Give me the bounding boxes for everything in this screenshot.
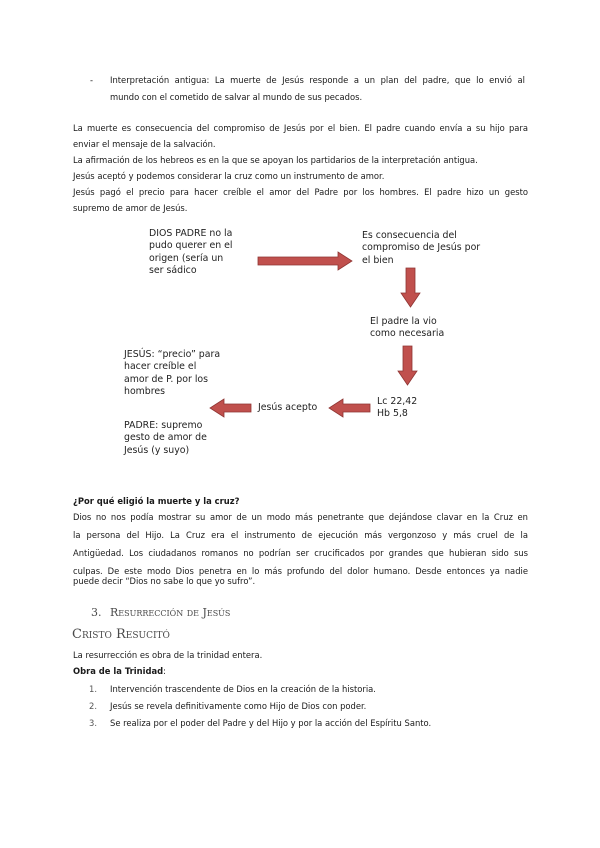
obra-heading (73, 662, 166, 680)
list-item-3: Se realiza por el poder del Padre y del Hijo y por la acción del Espíritu Santo. (110, 718, 432, 728)
list-item-1: Intervención trascendente de Dios en la creación de la historia. (110, 684, 376, 694)
diagram-padre-vio: El padre la vio como necesaria (370, 316, 445, 340)
diagram-jesus-precio: JESÚS: “precio” para hacer creíble el amor de P. por los hombres (124, 349, 221, 397)
question-line-2: la persona del Hijo. La Cruz era el instrumento de ejecución más vergonzoso y más cruel de la (73, 530, 528, 540)
question-line-4: culpas. De este modo Dios penetra en lo más profundo del dolor humano. Desde entonces ya nadie (73, 566, 528, 576)
question-last-line: puede decir “Dios no sabe lo que yo sufro”. (73, 576, 256, 586)
arrow-left-icon (329, 398, 371, 418)
diagram-consecuencia: Es consecuencia del compromiso de Jesús por el bien (362, 230, 481, 266)
arrow-left-icon-2 (210, 398, 252, 418)
section-title: Resurrección de Jesús (110, 606, 231, 619)
list-number-1: 1. (89, 684, 97, 694)
paragraph-3: Jesús aceptó y podemos considerar la cruz como un instrumento de amor. (73, 171, 385, 181)
arrow-right-icon (258, 251, 354, 271)
list-item-2: Jesús se revela definitivamente como Hijo de Dios con poder. (110, 701, 367, 711)
section-number: 3. (91, 606, 102, 619)
question-line-1: Dios no nos podía mostrar su amor de un modo más penetrante que dejándose clavar en la Cruz en (73, 512, 528, 522)
diagram-padre-supremo: PADRE: supremo gesto de amor de Jesús (y suyo) (124, 420, 207, 456)
diagram-jesus-acepto: Jesús acepto (258, 402, 318, 413)
paragraph-4-line1: Jesús pagó el precio para hacer creíble el amor del Padre por los hombres. El padre hizo un gesto (73, 187, 528, 197)
paragraph-2: La afirmación de los hebreos es en la que se apoyan los partidarios de la interpretación antigua. (73, 155, 478, 165)
paragraph-1-line2: enviar el mensaje de la salvación. (73, 139, 216, 149)
obra-title: Obra de la Trinidad (73, 666, 164, 676)
section-intro: La resurrección es obra de la trinidad entera. (73, 650, 263, 660)
paragraph-1-line1: La muerte es consecuencia del compromiso de Jesús por el bien. El padre cuando envía a su hijo para (73, 123, 528, 133)
diagram-citas: Lc 22,42 Hb 5,8 (377, 396, 418, 420)
arrow-down-icon-2 (397, 346, 419, 386)
question-line-3: Antigüedad. Los ciudadanos romanos no podrían ser crucificados por grandes que hubieran sido sus (73, 548, 528, 558)
paragraph-4-line2: supremo de amor de Jesús. (73, 203, 188, 213)
section-subtitle: Cristo Resucitó (72, 627, 170, 642)
bullet-text-line2: mundo con el cometido de salvar al mundo de sus pecados. (110, 92, 363, 102)
diagram-dios-padre: DIOS PADRE no la pudo querer en el origen (sería un ser sádico (149, 228, 233, 276)
list-number-3: 3. (89, 718, 97, 728)
arrow-down-icon (400, 268, 422, 308)
bullet-dash: - (90, 75, 94, 85)
obra-colon: : (163, 666, 166, 676)
list-number-2: 2. (89, 701, 97, 711)
question-title: ¿Por qué eligió la muerte y la cruz? (73, 496, 240, 506)
bullet-text-line1: Interpretación antigua: La muerte de Jesús responde a un plan del padre, que lo envió al (110, 75, 525, 85)
